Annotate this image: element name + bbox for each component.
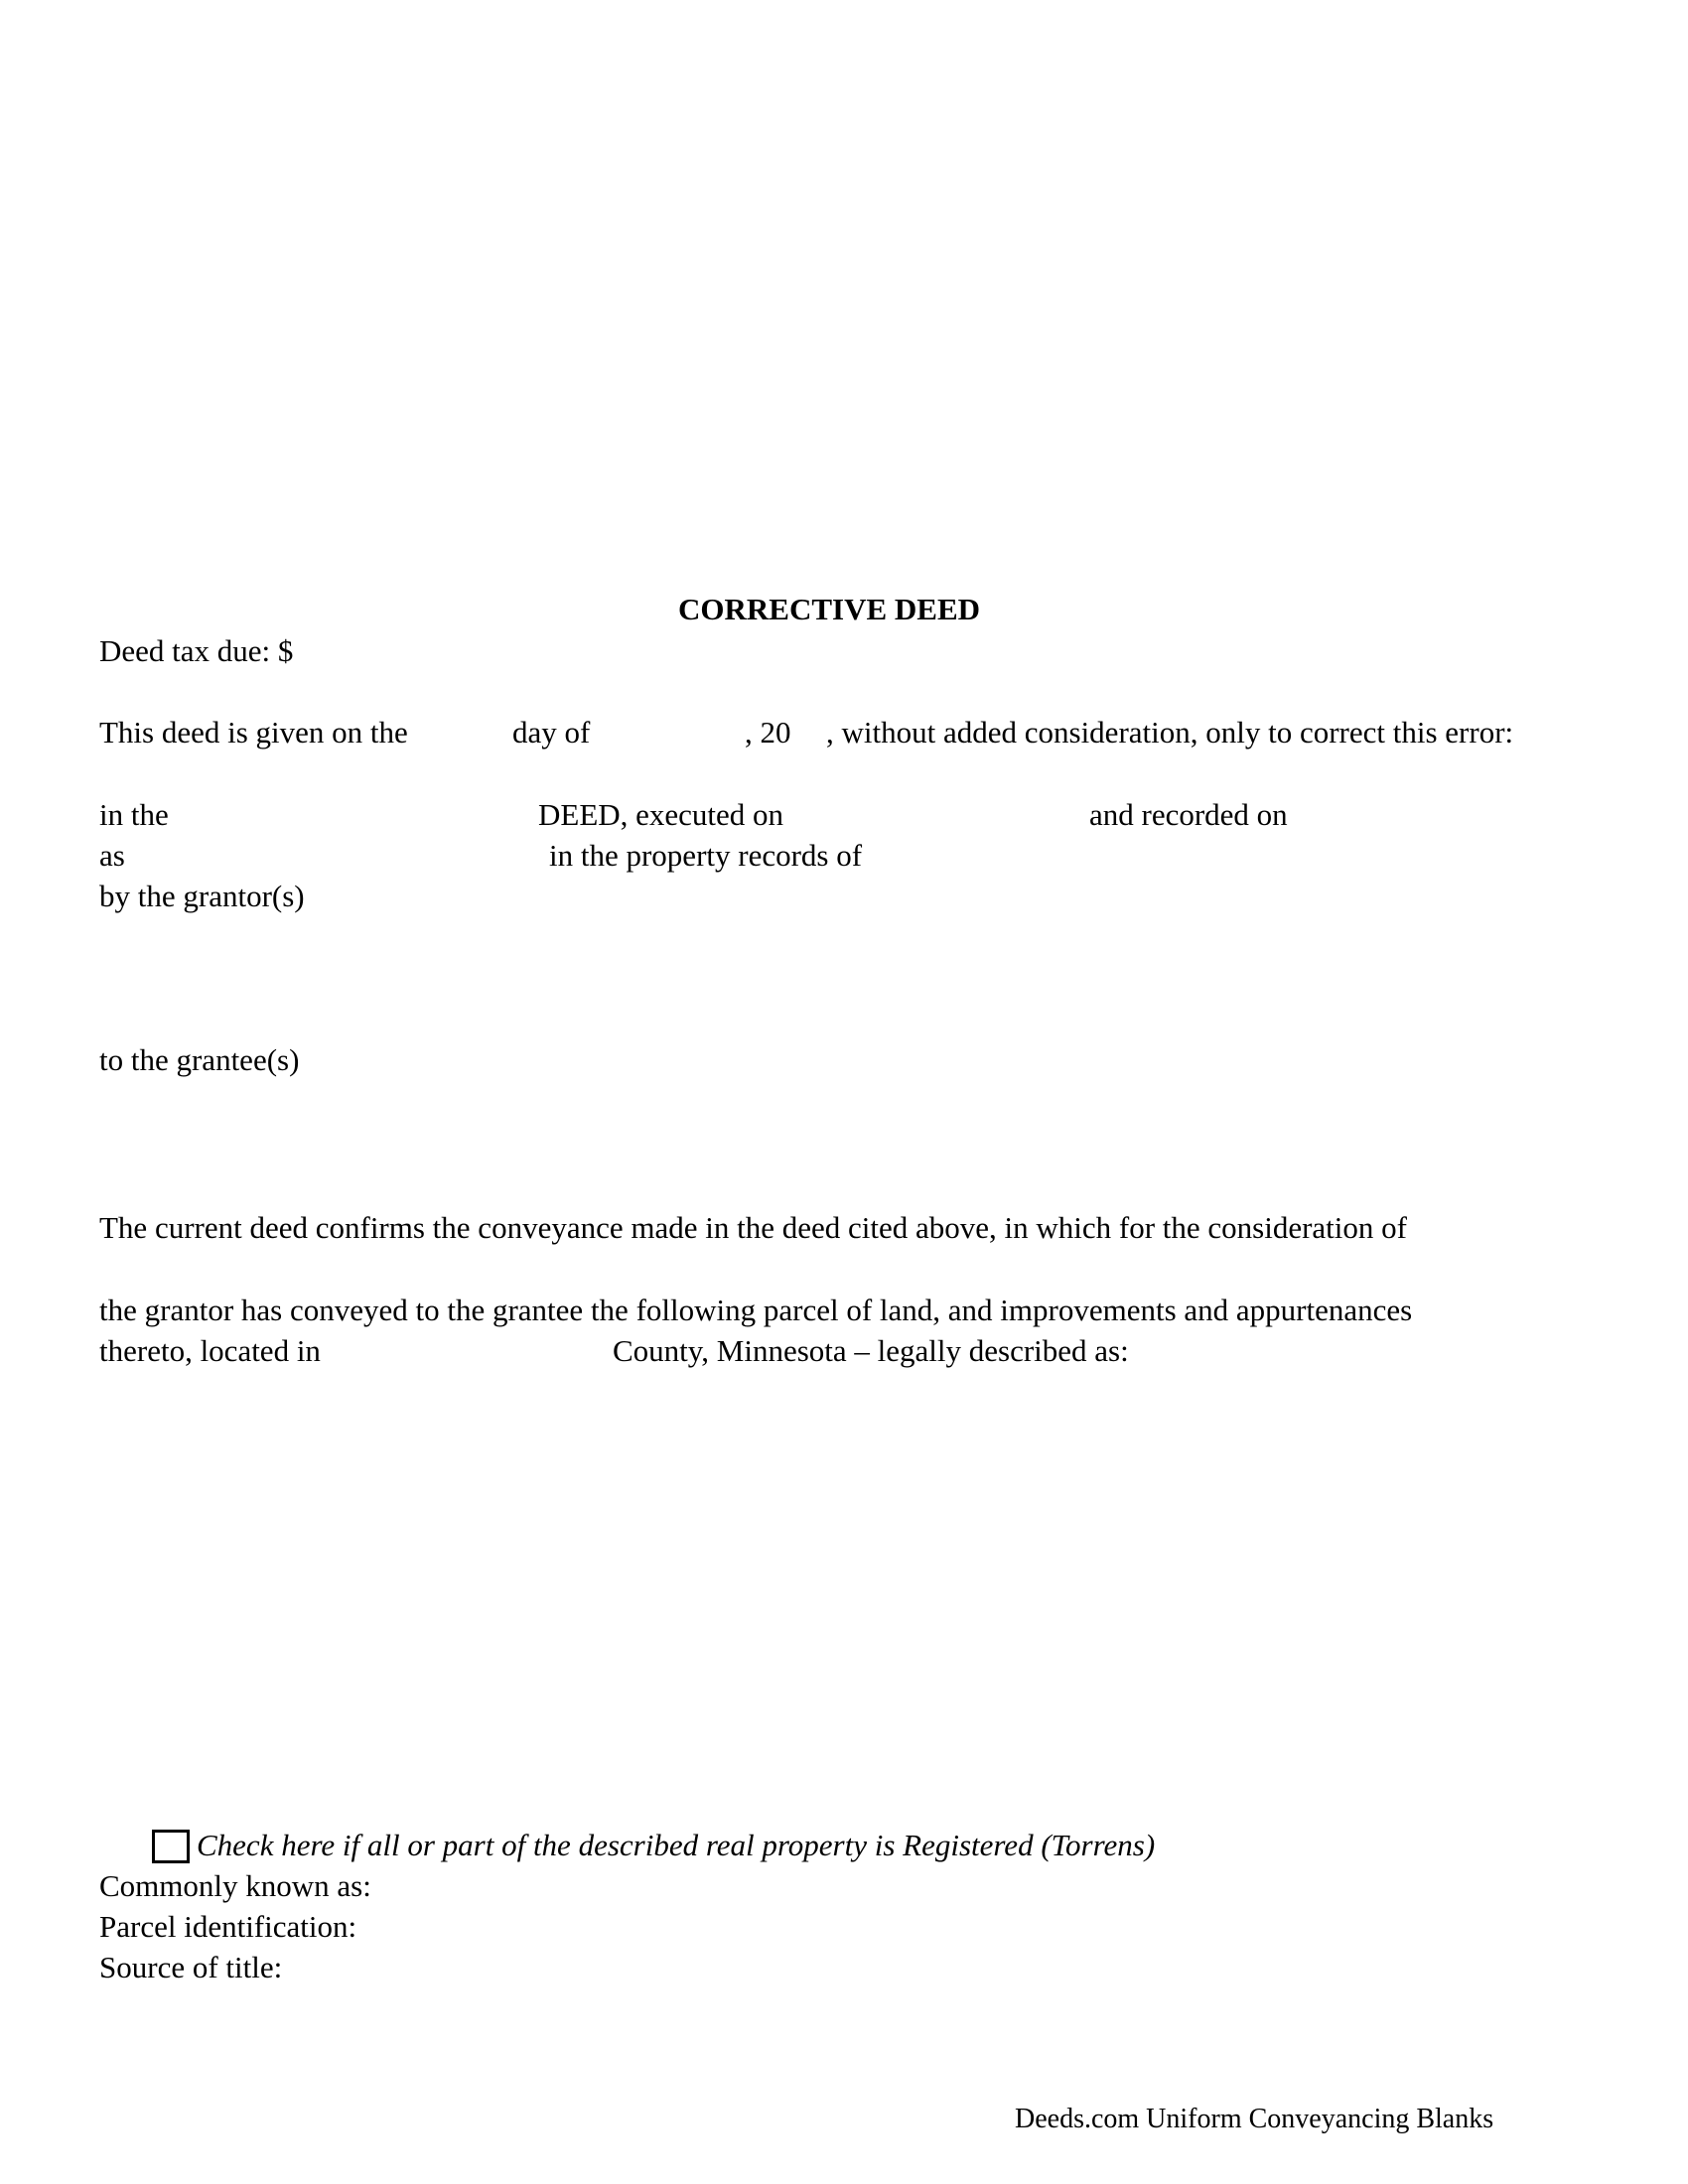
commonly-known-label: Commonly known as: bbox=[99, 1868, 371, 1903]
parcel-id-label: Parcel identification: bbox=[99, 1909, 357, 1944]
torrens-checkbox-label: Check here if all or part of the described real property is Registered (Torrens) bbox=[197, 1828, 1156, 1862]
footer-text: Deeds.com Uniform Conveyancing Blanks bbox=[1015, 2104, 1494, 2134]
confirm-conveyance-text: The current deed confirms the conveyance made in the deed cited above, in which for the consideration of bbox=[99, 1210, 1407, 1245]
day-of-text: day of bbox=[512, 715, 591, 750]
year-prefix-text: , 20 bbox=[745, 715, 791, 750]
recorded-on-text: and recorded on bbox=[1089, 797, 1288, 832]
located-in-text: thereto, located in bbox=[99, 1333, 321, 1368]
grantor-label: by the grantor(s) bbox=[99, 879, 305, 913]
source-of-title-label: Source of title: bbox=[99, 1950, 283, 1984]
conveyed-parcel-text: the grantor has conveyed to the grantee the following parcel of land, and improvements and appurtenances bbox=[99, 1293, 1413, 1327]
correction-purpose-text: , without added consideration, only to correct this error: bbox=[826, 715, 1514, 750]
in-the-text: in the bbox=[99, 797, 169, 832]
given-on-text: This deed is given on the bbox=[99, 715, 408, 750]
property-records-text: in the property records of bbox=[549, 838, 863, 873]
deed-executed-on-text: DEED, executed on bbox=[538, 797, 784, 832]
document-title: CORRECTIVE DEED bbox=[678, 592, 981, 626]
deed-tax-label: Deed tax due: $ bbox=[99, 633, 294, 668]
county-minnesota-text: County, Minnesota – legally described as: bbox=[613, 1333, 1129, 1368]
grantee-label: to the grantee(s) bbox=[99, 1042, 300, 1077]
torrens-checkbox[interactable] bbox=[152, 1830, 190, 1863]
as-text: as bbox=[99, 838, 125, 873]
